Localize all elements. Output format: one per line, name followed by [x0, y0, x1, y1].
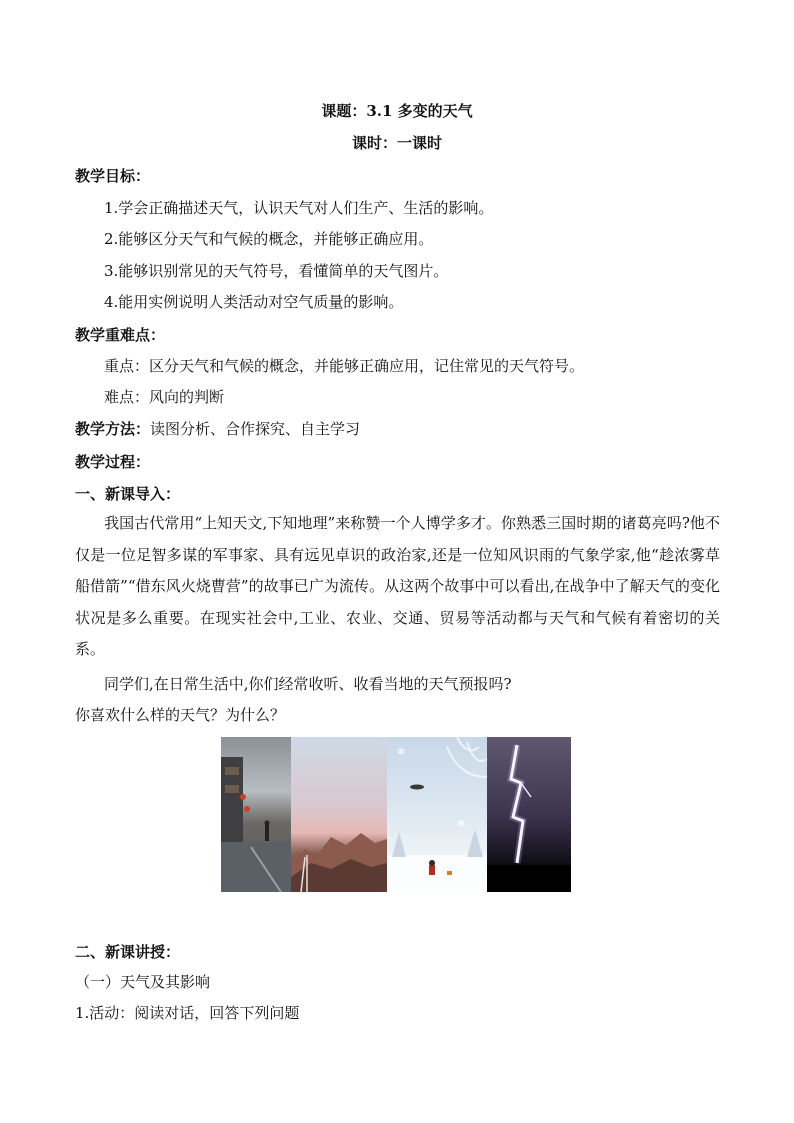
intro-paragraph-text: 我国古代常用“上知天文,下知地理”来称赞一个人博学多才。你熟悉三国时期的诸葛亮吗?他不仅是一位足智多谋的军事家、具有远见卓识的政治家,还是一位知风识雨的气象学家,他“趁浓雾草船借箭”“借东风火烧曹营”的故事已广为流传。从这两个故事中可以看出,在战争中了解天气的变化状况是多么重要。在现实社会中,工业、农业、交通、贸易等活动都与天气和气候有着密切的关系。	[75, 514, 720, 658]
snow-scene-photo	[387, 737, 487, 892]
lesson-period: 课时：一课时	[351, 134, 442, 152]
methods-line	[75, 418, 360, 439]
process-heading: 教学过程：	[75, 453, 151, 471]
svg-text:❄: ❄	[397, 747, 406, 758]
methods-text: 读图分析、合作探究、自主学习	[150, 420, 361, 438]
intro-question-1: 同学们,在日常生活中,你们经常收听、收看当地的天气预报吗?	[104, 675, 512, 693]
lecture-heading: 二、新课讲授：	[75, 943, 181, 961]
goals-heading: 教学目标：	[75, 167, 151, 185]
goal-item-1: 1.学会正确描述天气，认识天气对人们生产、生活的影响。	[104, 199, 494, 217]
goal-item-3: 3.能够识别常见的天气符号，看懂简单的天气图片。	[104, 262, 449, 280]
weather-photo-strip	[221, 737, 571, 892]
rainy-street-photo	[221, 737, 291, 892]
key-point-difficulty: 难点：风向的判断	[104, 388, 225, 406]
intro-heading: 一、新课导入：	[75, 485, 181, 503]
intro-question-2: 你喜欢什么样的天气？为什么？	[75, 706, 286, 724]
key-point-focus: 重点：区分天气和气候的概念，并能够正确应用，记住常见的天气符号。	[104, 357, 585, 375]
lesson-title: 课题：3.1 多变的天气	[321, 102, 473, 120]
svg-text:❄: ❄	[457, 819, 466, 830]
key-points-heading: 教学重难点：	[75, 326, 166, 344]
methods-heading: 教学方法：	[75, 420, 151, 438]
lightning-photo	[487, 737, 571, 892]
lecture-activity: 1.活动：阅读对话，回答下列问题	[75, 1004, 300, 1022]
lecture-subheading: （一）天气及其影响	[75, 973, 211, 991]
sunset-mountain-photo	[291, 737, 387, 892]
goal-item-4: 4.能用实例说明人类活动对空气质量的影响。	[104, 293, 404, 311]
goal-item-2: 2.能够区分天气和气候的概念，并能够正确应用。	[104, 230, 434, 248]
intro-paragraph	[75, 508, 720, 666]
